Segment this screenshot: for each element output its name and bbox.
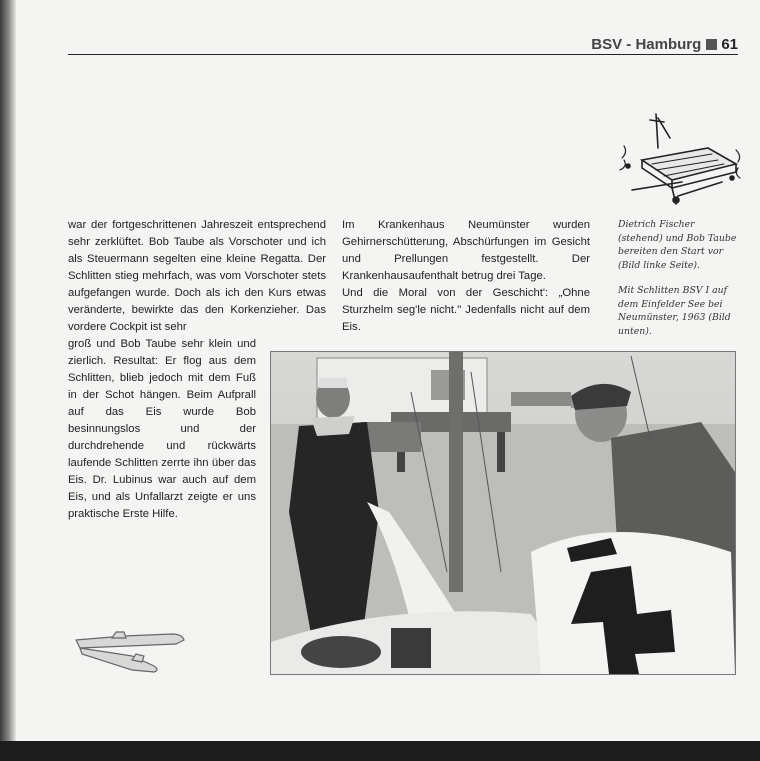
caption-1: Dietrich Fischer (stehend) und Bob Taube bereiten den Start vor (Bild linke Seite). <box>618 219 737 271</box>
header-section-title: BSV - Hamburg <box>591 36 702 53</box>
photo-captions <box>618 218 740 350</box>
text-column-right <box>342 217 590 336</box>
left-column-narrow-text: groß und Bob Taube sehr klein und zierlich. Resultat: Er flog aus dem Schlitten, blieb jedoch mit dem Fuß in der Schot hängen. Beim Aufprall auf das Eis wurde Bob besinnungslos und der durchdrehende und rückwärts laufende Schlitten zerrte ihn über das Eis. Dr. Lubinus war auch auf dem Eis, und als Unfallarzt zeigte er uns praktische Erste Hilfe. <box>68 338 256 520</box>
right-column-paragraph-1: Im Krankenhaus Neumünster wurden Gehirnerschütterung, Abschürfungen im Gesicht und Prellungen festgestellt. Der Krankenhausaufenthalt betrug drei Tage. <box>342 219 590 282</box>
header-square-icon <box>706 39 717 50</box>
photo-iceyacht-preparation <box>270 351 736 675</box>
iceyacht-sketch-icon <box>612 108 744 208</box>
right-column-paragraph-2: Und die Moral von der Geschicht': „Ohne Sturzhelm seg'le nicht." Jedenfalls nicht auf dem Eis. <box>342 287 590 333</box>
running-header <box>591 36 738 53</box>
page-number: 61 <box>721 36 738 53</box>
caption-2: Mit Schlitten BSV I auf dem Einfelder See bei Neumünster, 1963 (Bild unten). <box>618 285 731 337</box>
header-rule <box>68 54 738 55</box>
scan-bottom-edge <box>0 741 760 761</box>
left-column-wide-text: war der fortgeschrittenen Jahreszeit entsprechend sehr zerklüftet. Bob Taube als Vorschoter und ich als Steuermann segelten eine kleine Regatta. Der Schlitten stieg mehrfach, was vom Vorschoter stets aufgefangen wurde. Doch als ich den Kurs etwas veränderte, bewirkte das den Korkenzieher. Das vordere Cockpit ist sehr <box>68 219 326 333</box>
book-spine-shadow <box>0 0 16 741</box>
iceyacht-runners-icon <box>72 626 190 676</box>
